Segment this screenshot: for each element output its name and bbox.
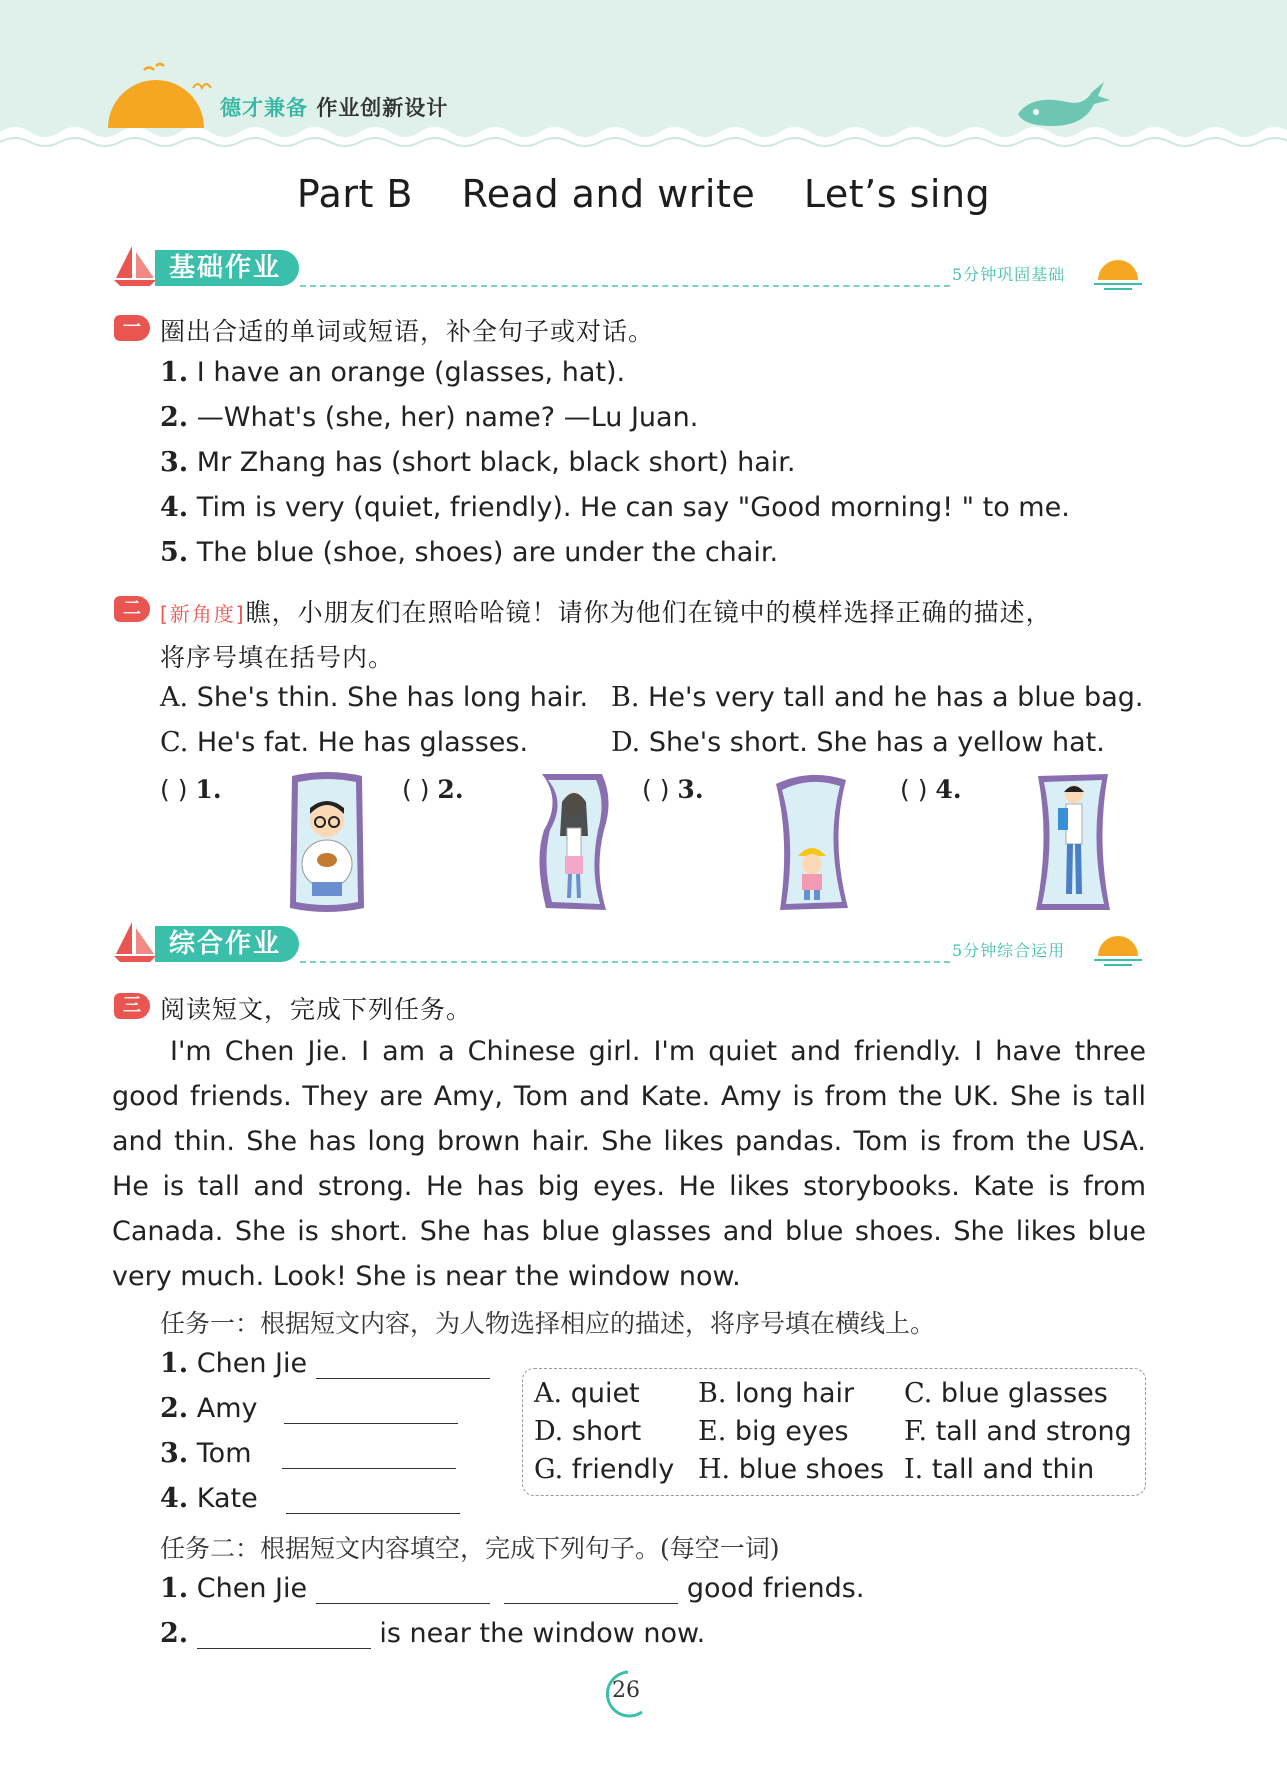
q2-option-d-letter: D. — [611, 727, 641, 758]
brand-title — [220, 92, 448, 122]
q1-item-4 — [160, 492, 1070, 523]
box-item-i-letter: I. — [904, 1454, 924, 1485]
q3-task2-item-1-pre: Chen Jie — [196, 1573, 308, 1604]
q3-task1-item-4-num: 4. — [160, 1483, 189, 1514]
q3-task1-item-1-name: Chen Jie — [196, 1348, 308, 1379]
q2-blank-3-paren[interactable]: ( ) — [642, 775, 670, 804]
q2-blank-4-num: 4. — [935, 775, 962, 804]
mirror-1-picture — [284, 770, 370, 915]
section-basic-divider — [300, 285, 950, 287]
q1-item-5-num: 5. — [160, 537, 189, 568]
q3-task2-item-2 — [160, 1618, 705, 1649]
q1-badge: 一 — [114, 315, 150, 341]
q3-task1-item-3-num: 3. — [160, 1438, 189, 1469]
title-read: Read and write — [461, 172, 756, 216]
q2-option-a-letter: A. — [160, 682, 189, 713]
q2-option-c — [160, 727, 528, 758]
q3-task2-item-2-post: is near the window now. — [379, 1618, 706, 1649]
box-item-e — [698, 1416, 849, 1447]
q3-task1-item-2-num: 2. — [160, 1393, 189, 1424]
q2-option-d-text: She's short. She has a yellow hat. — [648, 727, 1105, 758]
q3-passage: I'm Chen Jie. I am a Chinese girl. I'm quiet and friendly. I have three good friends. They are Amy, Tom and Kate. Amy is from the UK. She is tall and thin. She has long brown hair. She likes pandas. Tom is from the USA. He is tall and strong. He has big eyes. He likes storybooks. Kate is from Canada. She is short. She has blue glasses and blue shoes. She likes blue very much. Look! She is near the window now. — [112, 1036, 1146, 1292]
q2-instruction-line2: 将序号填在括号内。 — [160, 643, 395, 672]
small-sun-icon — [1090, 254, 1146, 294]
q2-option-b — [611, 682, 1143, 713]
q2-instruction — [160, 593, 1150, 629]
q3-task1-item-4 — [160, 1483, 460, 1514]
section-comprehensive-note: 5分钟综合运用 — [952, 941, 1066, 960]
q3-task1-item-2 — [160, 1393, 458, 1424]
q3-badge: 三 — [114, 993, 150, 1019]
sailboat-icon-2 — [112, 920, 158, 964]
box-item-d-text: short — [571, 1416, 642, 1447]
q1-item-1-num: 1. — [160, 357, 189, 388]
page-number: 26 — [612, 1678, 640, 1703]
brand-part1: 德才兼备 — [220, 96, 308, 120]
q3-task2-item-1 — [160, 1573, 864, 1604]
box-item-g-letter: G. — [534, 1454, 564, 1485]
q1-item-1 — [160, 357, 625, 388]
q3-task1-item-3-name: Tom — [196, 1438, 252, 1469]
q1-item-3 — [160, 447, 796, 478]
section-basic-label: 基础作业 — [155, 250, 299, 286]
section-comprehensive-divider — [300, 961, 950, 963]
q2-blank-2-num: 2. — [437, 775, 464, 804]
q2-blank-2[interactable] — [402, 775, 464, 804]
q1-item-4-num: 4. — [160, 492, 189, 523]
q1-item-5 — [160, 537, 778, 568]
q2-badge: 二 — [114, 596, 150, 622]
q1-item-2-num: 2. — [160, 402, 189, 433]
q3-task1: 任务一：根据短文内容，为人物选择相应的描述，将序号填在横线上。 — [160, 1309, 936, 1338]
box-item-c-letter: C. — [904, 1378, 933, 1409]
section-comprehensive-label: 综合作业 — [155, 926, 299, 962]
box-item-a — [534, 1378, 640, 1409]
box-item-a-text: quiet — [570, 1378, 640, 1409]
q3-task1-item-3 — [160, 1438, 456, 1469]
q2-blank-1-num: 1. — [195, 775, 222, 804]
page-title — [0, 172, 1287, 216]
q2-blank-1[interactable] — [160, 775, 222, 804]
brand-part2: 作业创新设计 — [316, 96, 449, 120]
box-item-h — [698, 1454, 884, 1485]
box-item-f-text: tall and strong — [935, 1416, 1132, 1447]
q1-item-2-text: —What's (she, her) name? —Lu Juan. — [196, 402, 699, 433]
q2-blank-1-paren[interactable]: ( ) — [160, 775, 188, 804]
q2-new-tag: [新角度] — [160, 602, 246, 626]
mirror-2-picture — [532, 770, 616, 915]
q3-task2-item-1-post: good friends. — [686, 1573, 865, 1604]
box-item-b-text: long hair — [735, 1378, 855, 1409]
q2-blank-3[interactable] — [642, 775, 704, 804]
q2-option-c-text: He's fat. He has glasses. — [196, 727, 529, 758]
q1-instruction: 圈出合适的单词或短语，补全句子或对话。 — [160, 317, 655, 346]
box-item-e-text: big eyes — [734, 1416, 849, 1447]
q3-task1-item-1-num: 1. — [160, 1348, 189, 1379]
q3-task1-blank-3[interactable] — [282, 1442, 456, 1469]
small-sun-icon-2 — [1090, 930, 1146, 970]
q3-task2-item-1-num: 1. — [160, 1573, 189, 1604]
q3-task1-item-1 — [160, 1348, 490, 1379]
q3-instruction: 阅读短文，完成下列任务。 — [160, 995, 473, 1024]
q2-instruction-line1: 瞧，小朋友们在照哈哈镜！请你为他们在镜中的模样选择正确的描述， — [245, 598, 1052, 627]
box-item-h-text: blue shoes — [738, 1454, 885, 1485]
q2-option-a-text: She's thin. She has long hair. — [196, 682, 589, 713]
box-item-h-letter: H. — [698, 1454, 731, 1485]
title-sing: Let’s sing — [803, 172, 991, 216]
q1-item-1-text: I have an orange (glasses, hat). — [196, 357, 626, 388]
q3-task2-blank-2[interactable] — [197, 1622, 371, 1649]
section-basic-note: 5分钟巩固基础 — [952, 265, 1066, 284]
q2-blank-4-paren[interactable]: ( ) — [900, 775, 928, 804]
q1-item-3-text: Mr Zhang has (short black, black short) hair. — [196, 447, 796, 478]
whale-icon — [1012, 74, 1112, 134]
q3-task2-blank-1b[interactable] — [504, 1577, 678, 1604]
box-item-a-letter: A. — [534, 1378, 563, 1409]
q3-task1-item-2-name: Amy — [196, 1393, 258, 1424]
q2-option-b-letter: B. — [611, 682, 640, 713]
box-item-d-letter: D. — [534, 1416, 564, 1447]
box-item-c-text: blue glasses — [940, 1378, 1108, 1409]
box-item-f-letter: F. — [904, 1416, 928, 1447]
box-item-g — [534, 1454, 674, 1485]
q1-item-3-num: 3. — [160, 447, 189, 478]
box-item-i — [904, 1454, 1094, 1485]
sun-logo-icon — [104, 62, 210, 132]
q2-blank-2-paren[interactable]: ( ) — [402, 775, 430, 804]
mirror-4-picture — [1030, 770, 1116, 915]
bird-icon — [192, 78, 212, 92]
q2-blank-3-num: 3. — [677, 775, 704, 804]
box-item-b-letter: B. — [698, 1378, 727, 1409]
q1-item-5-text: The blue (shoe, shoes) are under the chair. — [196, 537, 779, 568]
q3-task2-blank-1a[interactable] — [316, 1577, 490, 1604]
q3-task1-blank-1[interactable] — [316, 1352, 490, 1379]
q1-item-2 — [160, 402, 698, 433]
box-item-g-text: friendly — [571, 1454, 675, 1485]
box-item-c — [904, 1378, 1108, 1409]
box-item-d — [534, 1416, 641, 1447]
q3-task1-item-4-name: Kate — [196, 1483, 258, 1514]
q3-task2-item-2-num: 2. — [160, 1618, 189, 1649]
box-item-e-letter: E. — [698, 1416, 727, 1447]
q1-item-4-text: Tim is very (quiet, friendly). He can say "Good morning! " to me. — [196, 492, 1070, 523]
q3-task2: 任务二：根据短文内容填空，完成下列句子。(每空一词) — [160, 1534, 780, 1563]
q2-option-b-text: He's very tall and he has a blue bag. — [648, 682, 1144, 713]
q3-task1-blank-2[interactable] — [284, 1397, 458, 1424]
title-part: Part B — [296, 172, 413, 216]
q2-option-d — [611, 727, 1105, 758]
box-item-b — [698, 1378, 854, 1409]
q2-option-c-letter: C. — [160, 727, 189, 758]
box-item-f — [904, 1416, 1132, 1447]
box-item-i-text: tall and thin — [931, 1454, 1095, 1485]
q3-task1-blank-4[interactable] — [286, 1487, 460, 1514]
q2-option-a — [160, 682, 588, 713]
mirror-3-picture — [770, 770, 854, 915]
q2-blank-4[interactable] — [900, 775, 962, 804]
sailboat-icon — [112, 244, 158, 288]
